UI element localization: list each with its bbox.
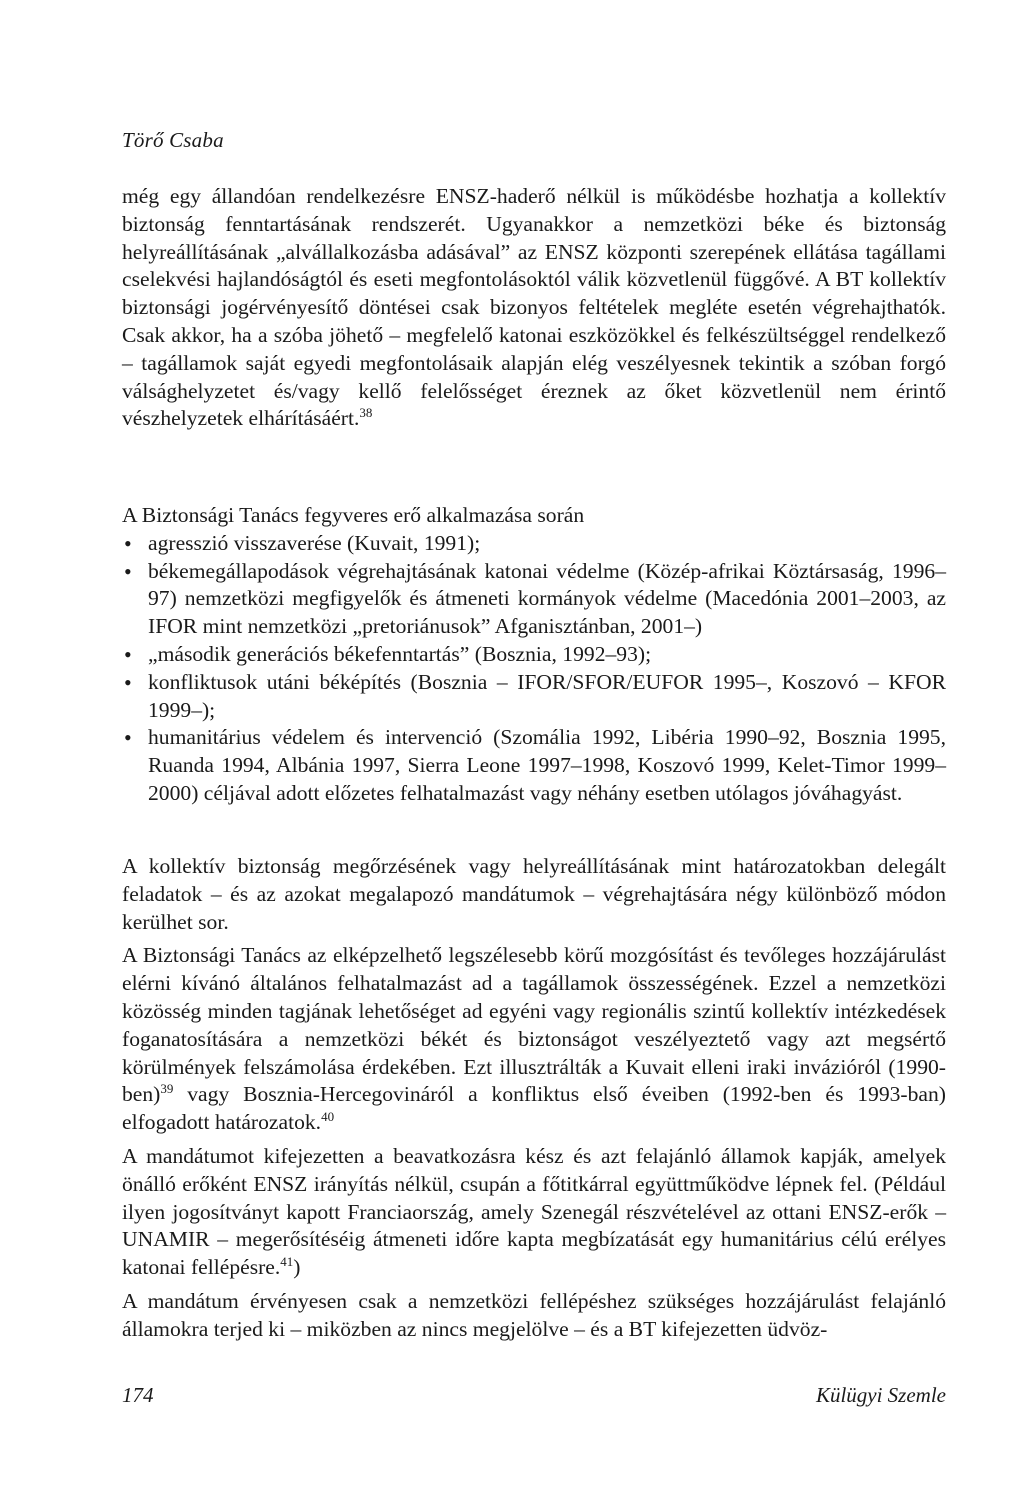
paragraph-4-text: A mandátumot kifejezetten a beavatkozásra kész és azt felajánló államok kapják, amelyek önálló erőként ENSZ irányítás nélkül, csupán a főtitkárral együttműködve lépnek fel. (Például ilyen jogosítványt kapott Franciaország, amely Szenegál részvételével az ottani ENSZ-erők – UNAMIR – megerősítéséig átmeneti időre kapta megbízatását egy humanitárius célú erélyes katonai fellépésre. [122,1143,946,1280]
list-item: • humanitárius védelem és intervenció (Szomália 1992, Libéria 1990–92, Bosznia 1995, Ruanda 1994, Albánia 1997, Sierra Leone 1997–1998, Koszovó 1999, Kelet-Timor 1999–2000) céljával adott előzetes felhatalmazást vagy néhány esetben utólagos jóváhagyást. [122,724,946,807]
list-item: • agresszió visszaverése (Kuvait, 1991); [122,530,946,558]
paragraph-1 [122,183,946,433]
text-block-bottom [122,853,946,1344]
journal-title: Külügyi Szemle [815,1383,946,1407]
footnote-ref-41: 41 [280,1253,294,1269]
paragraph-3 [122,942,946,1137]
running-header-author: Törő Csaba [122,128,224,152]
footnote-ref-40: 40 [321,1108,335,1124]
paragraph-3-part-a: A Biztonsági Tanács az elképzelhető legszélesebb körű mozgósítást és tevőleges hozzájárulást elérni kívánó általános felhatalmazást ad a tagállamok összességének. Ezzel a nemzetközi közösség minden tagjának lehetőséget ad egyéni vagy regionális szintű kollektív intézkedések foganatosítására a nemzetközi békét és biztonságot veszélyeztető vagy azt megsértő körülmények felszámolása érdekében. Ezt illusztrálták a Kuvait elleni iraki invázióról (1990-ben) [122,943,946,1107]
paragraph-1-text: még egy állandóan rendelkezésre ENSZ-haderő nélkül is működésbe hozhatja a kollektív biztonság fenntartásának rendszerét. Ugyanakkor a nemzetközi béke és biztonság helyreállításának „alvállalkozásba adásával” az ENSZ központi szerepének ellátása tagállami cselekvési hajlandóságtól és eseti megfontolásoktól válik közvetlenül függővé. A BT kollektív biztonsági jogérvényesítő döntései csak bizonyos feltételek megléte esetén végrehajthatók. Csak akkor, ha a szóba jöhető – megfelelő katonai eszközökkel és felkészültséggel rendelkező – tagállamok saját egyedi megfontolásaik alapján elég veszélyesnek tekintik a szóban forgó válsághelyzetet és/vagy kellő felelősséget éreznek az őket közvetlenül nem érintő vészhelyzetek elhárításáért. [122,184,946,431]
list-item: • békemegállapodások végrehajtásának katonai védelme (Közép-afrikai Köztársaság, 1996–97) nemzetközi megfigyelők és átmeneti kormányok védelme (Macedónia 2001–2003, az IFOR mint nemzetközi „pretoriánusok” Afganisztánban, 2001–) [122,558,946,641]
footnote-ref-38: 38 [359,405,373,421]
paragraph-4 [122,1143,946,1282]
paragraph-2: A kollektív biztonság megőrzésének vagy helyreállításának mint határozatokban delegált feladatok – és az azokat megalapozó mandátumok – végrehajtására négy különböző módon kerülhet sor. [122,854,946,934]
paragraph-4-tail: ) [293,1255,301,1280]
list-item: • „második generációs békefenntartás” (Bosznia, 1992–93); [122,641,946,669]
paragraph-3-part-b: vagy Bosznia-Hercegovináról a konfliktus első éveiben (1992-ben és 1993-ban) elfogadott határozatok. [122,1082,946,1135]
text-block-list [122,502,946,808]
footnote-ref-39: 39 [160,1081,174,1097]
list-item: • konfliktusok utáni béképítés (Bosznia – IFOR/SFOR/EUFOR 1995–, Koszovó – KFOR 1999–); [122,669,946,725]
list-intro: A Biztonsági Tanács fegyveres erő alkalmazása során [122,503,585,527]
bullet-list [122,530,946,808]
paragraph-5: A mandátum érvényesen csak a nemzetközi fellépéshez szükséges hozzájárulást felajánló államokra terjed ki – miközben az nincs megjelölve – és a BT kifejezetten üdvöz- [122,1288,946,1341]
text-block-top [122,183,946,433]
page-number: 174 [122,1383,154,1407]
